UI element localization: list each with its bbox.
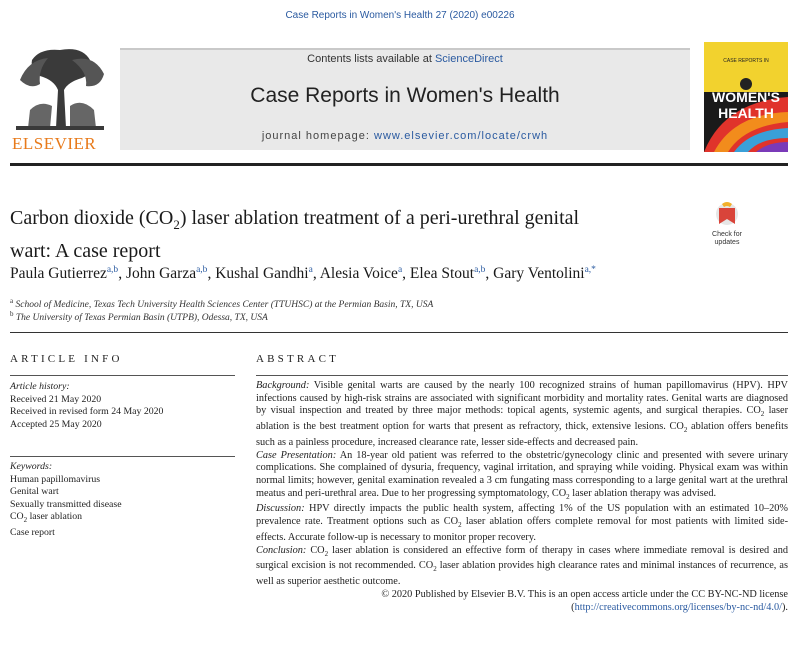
keyword-item[interactable]: Genital wart <box>10 486 59 498</box>
header-rule <box>10 163 788 166</box>
crossmark-label-1: Check for <box>712 231 742 238</box>
conclusion-label: Conclusion: <box>256 544 307 556</box>
affiliation-mark: a <box>10 297 14 305</box>
affiliation-a <box>10 297 433 310</box>
history-revised: Received in revised form 24 May 2020 <box>10 406 164 418</box>
case-presentation-label: Case Presentation: <box>256 449 337 461</box>
author-separator: , <box>312 265 320 283</box>
subscript: 2 <box>683 426 688 435</box>
cover-title-line2: HEALTH <box>718 105 774 121</box>
affiliation-text: School of Medicine, Texas Tech University Health Sciences Center (TTUHSC) at the Permian Basin, TX, USA <box>15 300 434 311</box>
abstract-background <box>256 380 788 450</box>
check-for-updates-button[interactable] <box>702 200 752 250</box>
affiliation-b <box>10 310 268 323</box>
subscript: 2 <box>760 410 765 419</box>
article-info-rule <box>10 375 235 376</box>
abstract-text: ablation offers benefits such as a painless procedure, increased clearance rate, lesser side-effects and decreased pain. <box>256 421 788 448</box>
contents-prefix: Contents lists available at <box>307 53 432 65</box>
title-line-2: wart: A case report <box>10 240 161 262</box>
homepage-link[interactable]: www.elsevier.com/locate/crwh <box>374 130 549 142</box>
author-separator: , <box>402 265 410 283</box>
keyword-text: CO <box>10 511 24 523</box>
author-affiliation-mark[interactable]: a,b <box>196 265 208 275</box>
affiliation-text: The University of Texas Permian Basin (UTPB), Odessa, TX, USA <box>15 313 268 324</box>
journal-homepage <box>120 130 690 142</box>
license-link[interactable]: http://creativecommons.org/licenses/by-nc-nd/4.0/ <box>574 601 782 613</box>
history-accepted: Accepted 25 May 2020 <box>10 418 102 430</box>
cover-small-text: CASE REPORTS IN <box>723 58 769 64</box>
abstract-text: laser ablation provides high clearance rates and minimal instances of recurrence, as well as superior aesthetic outcome. <box>256 560 789 588</box>
keyword-item[interactable]: Case report <box>10 526 55 538</box>
journal-cover-image[interactable] <box>704 42 788 152</box>
article-info-heading: ARTICLE INFO <box>10 353 123 365</box>
license-statement <box>256 589 788 614</box>
author-affiliation-mark[interactable]: a,b <box>474 265 486 275</box>
journal-header <box>10 40 788 160</box>
title-part-1: Carbon dioxide (CO <box>10 207 174 229</box>
abstract-text: An 18-year old patient was referred to the obstetric/gynecology clinic and presented with severe urinary complications. She complained of dysuria, frequency, vaginal irritation, and spraying while voiding. Physical exam was within normal limits; however, genital examination revealed a 3 cm fungating mass corresponding to a large genital wart at the urethral meatus and peri-urethral area. Due to her progressing symptomatology, CO <box>256 449 788 499</box>
license-end: ). <box>781 601 788 613</box>
abstract-text: laser ablation offers complete removal for most patients with limited side-effects. Accurate follow-up is necessary to monitor proper recovery. <box>256 516 789 543</box>
author-affiliation-mark[interactable]: a <box>308 265 313 275</box>
abstract-heading: ABSTRACT <box>256 353 340 365</box>
abstract-conclusion <box>256 545 788 589</box>
abstract-text: laser ablation therapy was advised. <box>569 487 717 499</box>
author-name[interactable]: Kushal Gandhi <box>215 265 309 283</box>
subscript: 2 <box>566 492 570 501</box>
abstract-text: HPV directly impacts the public health system, affecting 1% of the US population with an estimated 10–20% prevalence rate. Treatment options such as CO <box>256 503 788 528</box>
keywords <box>10 461 235 540</box>
abstract-case-presentation <box>256 450 788 504</box>
author-name[interactable]: Gary Ventolini <box>493 265 585 283</box>
abstract-discussion <box>256 503 788 544</box>
journal-banner <box>120 50 690 150</box>
license-text: © 2020 Published by Elsevier B.V. This is an open access article under the CC BY-NC-ND license ( <box>381 588 788 613</box>
author-name[interactable]: Alesia Voice <box>319 265 398 283</box>
abstract-text: laser ablation is the best treatment option for warts that present as refractory, thick, extensive lesions. CO <box>256 405 789 433</box>
author-separator: , <box>118 265 126 283</box>
keywords-rule <box>10 456 235 457</box>
abstract-text: Visible genital warts are caused by the nearly 100 recognized strains of human papillomavirus (HPV). HPV infections caused by high-risk strains are associated with significant morbidity and mortality rates. Genital warts are diagnosed by visual inspection and treated by three major methods: topical agents, systemic agents, and surgical therapies. CO <box>256 380 788 417</box>
affiliation-mark: b <box>10 310 14 318</box>
author-separator: , <box>485 265 494 283</box>
abstract-text: laser ablation is considered an effective form of therapy in cases where immediate removal is desired and surgical excision is not recommended. CO <box>256 544 789 572</box>
abstract-body <box>256 380 788 614</box>
journal-title: Case Reports in Women's Health <box>250 84 560 107</box>
author-separator: , <box>207 265 216 283</box>
homepage-label: journal homepage: <box>261 130 370 142</box>
author-affiliation-mark[interactable]: a,* <box>584 265 596 275</box>
author-name[interactable]: Elea Stout <box>409 265 475 283</box>
background-label: Background: <box>256 380 310 391</box>
author-name[interactable]: Paula Gutierrez <box>10 265 107 283</box>
cover-title-line1: WOMEN'S <box>712 89 780 105</box>
contents-line <box>120 53 690 65</box>
title-subscript: 2 <box>173 217 180 232</box>
history-received: Received 21 May 2020 <box>10 393 102 405</box>
keyword-subscript: 2 <box>23 516 28 525</box>
article-title <box>10 205 690 264</box>
crossmark-label-2: updates <box>714 239 740 246</box>
subscript: 2 <box>433 565 437 574</box>
sciencedirect-link[interactable]: ScienceDirect <box>434 53 503 65</box>
author-name[interactable]: John Garza <box>125 265 197 283</box>
section-rule <box>10 332 788 333</box>
subscript: 2 <box>324 549 329 558</box>
keyword-item[interactable]: Sexually transmitted disease <box>10 498 122 510</box>
title-part-2: ) laser ablation treatment of a peri-urethral genital <box>179 207 580 229</box>
abstract-text: CO <box>310 544 325 556</box>
elsevier-wordmark: ELSEVIER <box>12 134 97 153</box>
abstract-rule <box>256 375 788 376</box>
journal-citation[interactable]: Case Reports in Women's Health 27 (2020) e00226 <box>285 10 515 21</box>
keyword-item[interactable]: Human papillomavirus <box>10 473 101 485</box>
discussion-label: Discussion: <box>256 503 305 515</box>
keywords-label: Keywords: <box>10 461 53 472</box>
author-list <box>10 265 790 283</box>
keyword-text: laser ablation <box>27 511 83 523</box>
author-affiliation-mark[interactable]: a <box>397 265 403 275</box>
history-label: Article history: <box>10 381 70 392</box>
keyword-item[interactable] <box>10 511 235 527</box>
author-affiliation-mark[interactable]: a,b <box>106 265 119 275</box>
article-history <box>10 381 235 431</box>
elsevier-tree-logo[interactable] <box>10 40 110 155</box>
subscript: 2 <box>458 521 462 530</box>
